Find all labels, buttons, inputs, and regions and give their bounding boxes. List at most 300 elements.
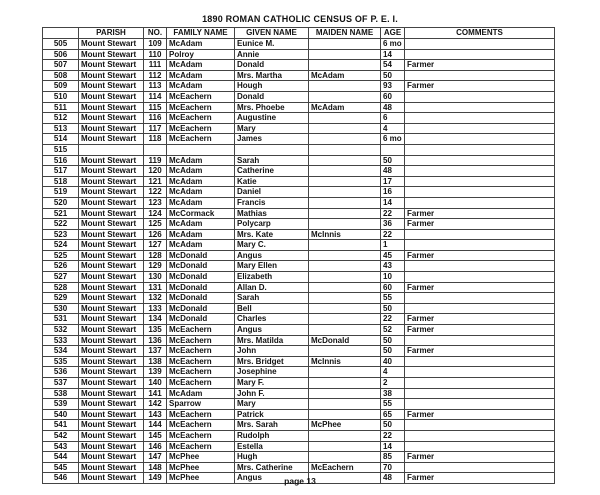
comments-cell	[405, 356, 555, 367]
given-name-cell: Mrs. Phoebe	[235, 102, 309, 113]
age-cell: 22	[381, 208, 405, 219]
age-cell: 52	[381, 325, 405, 336]
row-index: 544	[43, 452, 79, 463]
maiden-name-cell	[309, 430, 381, 441]
parish-cell: Mount Stewart	[79, 399, 144, 410]
parish-cell: Mount Stewart	[79, 81, 144, 92]
row-index: 530	[43, 303, 79, 314]
comments-cell	[405, 335, 555, 346]
maiden-name-cell	[309, 378, 381, 389]
family-name-cell: McDonald	[167, 314, 235, 325]
no-cell: 121	[144, 176, 167, 187]
comments-cell	[405, 70, 555, 81]
parish-cell: Mount Stewart	[79, 166, 144, 177]
table-row	[43, 441, 555, 452]
given-name-cell: Allan D.	[235, 282, 309, 293]
family-name-cell: McDonald	[167, 272, 235, 283]
no-cell: 111	[144, 60, 167, 71]
row-index: 545	[43, 462, 79, 473]
comments-cell: Farmer	[405, 452, 555, 463]
family-name-cell: McAdam	[167, 70, 235, 81]
maiden-name-cell	[309, 155, 381, 166]
row-index: 540	[43, 409, 79, 420]
parish-cell: Mount Stewart	[79, 314, 144, 325]
comments-cell	[405, 303, 555, 314]
comments-cell	[405, 293, 555, 304]
parish-cell: Mount Stewart	[79, 113, 144, 124]
row-index: 508	[43, 70, 79, 81]
no-cell: 138	[144, 356, 167, 367]
parish-cell: Mount Stewart	[79, 272, 144, 283]
family-name-cell	[167, 144, 235, 155]
family-name-cell: McAdam	[167, 197, 235, 208]
parish-cell: Mount Stewart	[79, 325, 144, 336]
row-index: 513	[43, 123, 79, 134]
row-index: 514	[43, 134, 79, 145]
no-cell: 131	[144, 282, 167, 293]
maiden-name-cell: McEachern	[309, 462, 381, 473]
maiden-name-cell	[309, 250, 381, 261]
table-row	[43, 346, 555, 357]
family-name-cell: McDonald	[167, 261, 235, 272]
header-parish: PARISH	[79, 28, 144, 39]
comments-cell	[405, 197, 555, 208]
parish-cell: Mount Stewart	[79, 187, 144, 198]
comments-cell	[405, 462, 555, 473]
family-name-cell: McEachern	[167, 430, 235, 441]
comments-cell	[405, 441, 555, 452]
table-row	[43, 91, 555, 102]
no-cell: 118	[144, 134, 167, 145]
row-index: 539	[43, 399, 79, 410]
family-name-cell: McPhee	[167, 473, 235, 484]
row-index: 534	[43, 346, 79, 357]
row-index: 541	[43, 420, 79, 431]
age-cell: 60	[381, 91, 405, 102]
page-number: page 13	[284, 476, 316, 486]
parish-cell: Mount Stewart	[79, 123, 144, 134]
no-cell: 128	[144, 250, 167, 261]
age-cell: 48	[381, 166, 405, 177]
family-name-cell: McAdam	[167, 176, 235, 187]
parish-cell: Mount Stewart	[79, 462, 144, 473]
given-name-cell: John	[235, 346, 309, 357]
comments-cell: Farmer	[405, 60, 555, 71]
maiden-name-cell	[309, 81, 381, 92]
comments-cell: Farmer	[405, 81, 555, 92]
family-name-cell: McPhee	[167, 462, 235, 473]
maiden-name-cell	[309, 91, 381, 102]
family-name-cell: McPhee	[167, 452, 235, 463]
maiden-name-cell: McInnis	[309, 229, 381, 240]
table-row	[43, 176, 555, 187]
parish-cell: Mount Stewart	[79, 197, 144, 208]
row-index: 528	[43, 282, 79, 293]
given-name-cell: Katie	[235, 176, 309, 187]
family-name-cell: McCormack	[167, 208, 235, 219]
given-name-cell: Estella	[235, 441, 309, 452]
row-index: 526	[43, 261, 79, 272]
comments-cell: Farmer	[405, 219, 555, 230]
no-cell: 144	[144, 420, 167, 431]
table-row	[43, 282, 555, 293]
parish-cell: Mount Stewart	[79, 250, 144, 261]
parish-cell: Mount Stewart	[79, 70, 144, 81]
row-index: 537	[43, 378, 79, 389]
row-index: 523	[43, 229, 79, 240]
maiden-name-cell: McAdam	[309, 70, 381, 81]
comments-cell	[405, 420, 555, 431]
given-name-cell: Annie	[235, 49, 309, 60]
given-name-cell: Bell	[235, 303, 309, 314]
given-name-cell: Angus	[235, 250, 309, 261]
header-comments: COMMENTS	[405, 28, 555, 39]
comments-cell	[405, 388, 555, 399]
comments-cell	[405, 272, 555, 283]
maiden-name-cell	[309, 452, 381, 463]
parish-cell: Mount Stewart	[79, 452, 144, 463]
age-cell: 10	[381, 272, 405, 283]
row-index: 538	[43, 388, 79, 399]
parish-cell: Mount Stewart	[79, 430, 144, 441]
parish-cell: Mount Stewart	[79, 356, 144, 367]
family-name-cell: McEachern	[167, 441, 235, 452]
comments-cell	[405, 176, 555, 187]
family-name-cell: Polroy	[167, 49, 235, 60]
age-cell: 54	[381, 60, 405, 71]
no-cell: 143	[144, 409, 167, 420]
age-cell: 22	[381, 430, 405, 441]
maiden-name-cell	[309, 60, 381, 71]
given-name-cell: Augustine	[235, 113, 309, 124]
parish-cell: Mount Stewart	[79, 155, 144, 166]
header-row	[43, 28, 555, 39]
maiden-name-cell: McInnis	[309, 356, 381, 367]
family-name-cell: McAdam	[167, 240, 235, 251]
given-name-cell: Rudolph	[235, 430, 309, 441]
given-name-cell: Hough	[235, 81, 309, 92]
parish-cell: Mount Stewart	[79, 219, 144, 230]
table-row	[43, 462, 555, 473]
family-name-cell: McEachern	[167, 367, 235, 378]
no-cell: 113	[144, 81, 167, 92]
family-name-cell: McDonald	[167, 282, 235, 293]
no-cell: 141	[144, 388, 167, 399]
no-cell: 127	[144, 240, 167, 251]
no-cell: 133	[144, 303, 167, 314]
row-index: 531	[43, 314, 79, 325]
age-cell: 14	[381, 441, 405, 452]
age-cell: 70	[381, 462, 405, 473]
parish-cell: Mount Stewart	[79, 49, 144, 60]
parish-cell: Mount Stewart	[79, 441, 144, 452]
table-row	[43, 166, 555, 177]
comments-cell	[405, 91, 555, 102]
census-table	[42, 27, 555, 484]
maiden-name-cell	[309, 314, 381, 325]
comments-cell: Farmer	[405, 346, 555, 357]
row-index: 535	[43, 356, 79, 367]
parish-cell: Mount Stewart	[79, 378, 144, 389]
no-cell: 146	[144, 441, 167, 452]
family-name-cell: McEachern	[167, 335, 235, 346]
parish-cell: Mount Stewart	[79, 39, 144, 50]
no-cell: 137	[144, 346, 167, 357]
table-row	[43, 388, 555, 399]
no-cell: 147	[144, 452, 167, 463]
comments-cell: Farmer	[405, 208, 555, 219]
table-row	[43, 187, 555, 198]
given-name-cell: Elizabeth	[235, 272, 309, 283]
no-cell: 134	[144, 314, 167, 325]
maiden-name-cell	[309, 282, 381, 293]
age-cell: 50	[381, 420, 405, 431]
age-cell: 60	[381, 282, 405, 293]
parish-cell: Mount Stewart	[79, 303, 144, 314]
family-name-cell: McEachern	[167, 102, 235, 113]
comments-cell	[405, 261, 555, 272]
maiden-name-cell	[309, 367, 381, 378]
comments-cell	[405, 240, 555, 251]
no-cell: 130	[144, 272, 167, 283]
given-name-cell: Mrs. Sarah	[235, 420, 309, 431]
table-row	[43, 60, 555, 71]
no-cell: 122	[144, 187, 167, 198]
comments-cell	[405, 134, 555, 145]
family-name-cell: McAdam	[167, 39, 235, 50]
no-cell: 112	[144, 70, 167, 81]
row-index: 518	[43, 176, 79, 187]
maiden-name-cell	[309, 325, 381, 336]
row-index: 524	[43, 240, 79, 251]
parish-cell: Mount Stewart	[79, 134, 144, 145]
age-cell: 43	[381, 261, 405, 272]
row-index: 517	[43, 166, 79, 177]
given-name-cell: John F.	[235, 388, 309, 399]
family-name-cell: McEachern	[167, 346, 235, 357]
given-name-cell: Mary C.	[235, 240, 309, 251]
table-row	[43, 240, 555, 251]
given-name-cell: James	[235, 134, 309, 145]
age-cell: 16	[381, 187, 405, 198]
age-cell: 38	[381, 388, 405, 399]
table-row	[43, 293, 555, 304]
table-row	[43, 250, 555, 261]
maiden-name-cell	[309, 176, 381, 187]
no-cell: 123	[144, 197, 167, 208]
row-index: 515	[43, 144, 79, 155]
age-cell: 40	[381, 356, 405, 367]
comments-cell	[405, 102, 555, 113]
maiden-name-cell	[309, 441, 381, 452]
no-cell: 148	[144, 462, 167, 473]
parish-cell: Mount Stewart	[79, 335, 144, 346]
age-cell: 14	[381, 197, 405, 208]
maiden-name-cell	[309, 272, 381, 283]
row-index: 511	[43, 102, 79, 113]
parish-cell: Mount Stewart	[79, 388, 144, 399]
age-cell: 2	[381, 378, 405, 389]
given-name-cell: Mary F.	[235, 378, 309, 389]
maiden-name-cell	[309, 219, 381, 230]
no-cell: 142	[144, 399, 167, 410]
row-index: 522	[43, 219, 79, 230]
given-name-cell: Mrs. Catherine	[235, 462, 309, 473]
age-cell: 6 mo	[381, 39, 405, 50]
row-index: 529	[43, 293, 79, 304]
comments-cell	[405, 229, 555, 240]
comments-cell: Farmer	[405, 409, 555, 420]
table-row	[43, 335, 555, 346]
table-row	[43, 409, 555, 420]
given-name-cell	[235, 144, 309, 155]
family-name-cell: McEachern	[167, 420, 235, 431]
maiden-name-cell	[309, 123, 381, 134]
comments-cell: Farmer	[405, 250, 555, 261]
age-cell: 14	[381, 49, 405, 60]
age-cell: 50	[381, 155, 405, 166]
given-name-cell: Sarah	[235, 293, 309, 304]
row-index: 505	[43, 39, 79, 50]
comments-cell	[405, 399, 555, 410]
given-name-cell: Mathias	[235, 208, 309, 219]
parish-cell: Mount Stewart	[79, 261, 144, 272]
given-name-cell: Patrick	[235, 409, 309, 420]
table-row	[43, 102, 555, 113]
family-name-cell: McAdam	[167, 60, 235, 71]
given-name-cell: Josephine	[235, 367, 309, 378]
age-cell: 50	[381, 303, 405, 314]
row-index: 510	[43, 91, 79, 102]
parish-cell: Mount Stewart	[79, 282, 144, 293]
maiden-name-cell	[309, 197, 381, 208]
header-index	[43, 28, 79, 39]
parish-cell: Mount Stewart	[79, 240, 144, 251]
maiden-name-cell	[309, 261, 381, 272]
no-cell: 149	[144, 473, 167, 484]
maiden-name-cell	[309, 346, 381, 357]
age-cell: 48	[381, 473, 405, 484]
maiden-name-cell	[309, 303, 381, 314]
no-cell: 125	[144, 219, 167, 230]
family-name-cell: McEachern	[167, 356, 235, 367]
age-cell: 55	[381, 293, 405, 304]
given-name-cell: Angus	[235, 325, 309, 336]
header-given-name: GIVEN NAME	[235, 28, 309, 39]
parish-cell: Mount Stewart	[79, 367, 144, 378]
parish-cell: Mount Stewart	[79, 176, 144, 187]
age-cell: 50	[381, 346, 405, 357]
family-name-cell: McEachern	[167, 409, 235, 420]
row-index: 533	[43, 335, 79, 346]
given-name-cell: Sarah	[235, 155, 309, 166]
maiden-name-cell	[309, 293, 381, 304]
table-row	[43, 314, 555, 325]
given-name-cell: Polycarp	[235, 219, 309, 230]
given-name-cell: Angus	[235, 473, 309, 484]
no-cell: 124	[144, 208, 167, 219]
maiden-name-cell	[309, 409, 381, 420]
family-name-cell: McEachern	[167, 123, 235, 134]
no-cell: 126	[144, 229, 167, 240]
family-name-cell: McAdam	[167, 155, 235, 166]
comments-cell	[405, 166, 555, 177]
given-name-cell: Mary Ellen	[235, 261, 309, 272]
no-cell: 116	[144, 113, 167, 124]
table-row	[43, 420, 555, 431]
maiden-name-cell: McDonald	[309, 335, 381, 346]
age-cell: 65	[381, 409, 405, 420]
parish-cell: Mount Stewart	[79, 346, 144, 357]
parish-cell: Mount Stewart	[79, 293, 144, 304]
comments-cell	[405, 367, 555, 378]
maiden-name-cell	[309, 49, 381, 60]
no-cell: 115	[144, 102, 167, 113]
given-name-cell: Charles	[235, 314, 309, 325]
age-cell	[381, 144, 405, 155]
comments-cell: Farmer	[405, 325, 555, 336]
age-cell: 4	[381, 367, 405, 378]
document-title: 1890 ROMAN CATHOLIC CENSUS OF P. E. I.	[202, 14, 398, 24]
no-cell: 139	[144, 367, 167, 378]
family-name-cell: McAdam	[167, 187, 235, 198]
row-index: 519	[43, 187, 79, 198]
row-index: 542	[43, 430, 79, 441]
maiden-name-cell	[309, 39, 381, 50]
table-row	[43, 197, 555, 208]
family-name-cell: McAdam	[167, 81, 235, 92]
age-cell: 93	[381, 81, 405, 92]
table-row	[43, 134, 555, 145]
no-cell: 145	[144, 430, 167, 441]
family-name-cell: McAdam	[167, 229, 235, 240]
row-index: 516	[43, 155, 79, 166]
given-name-cell: Mrs. Martha	[235, 70, 309, 81]
given-name-cell: Hugh	[235, 452, 309, 463]
census-body	[43, 39, 555, 484]
age-cell: 22	[381, 229, 405, 240]
age-cell: 85	[381, 452, 405, 463]
parish-cell: Mount Stewart	[79, 229, 144, 240]
maiden-name-cell	[309, 166, 381, 177]
parish-cell: Mount Stewart	[79, 60, 144, 71]
given-name-cell: Mary	[235, 123, 309, 134]
row-index: 525	[43, 250, 79, 261]
maiden-name-cell	[309, 388, 381, 399]
given-name-cell: Catherine	[235, 166, 309, 177]
family-name-cell: McEachern	[167, 113, 235, 124]
table-row	[43, 219, 555, 230]
age-cell: 45	[381, 250, 405, 261]
no-cell: 136	[144, 335, 167, 346]
comments-cell	[405, 378, 555, 389]
family-name-cell: Sparrow	[167, 399, 235, 410]
age-cell: 55	[381, 399, 405, 410]
comments-cell	[405, 123, 555, 134]
maiden-name-cell	[309, 113, 381, 124]
no-cell: 140	[144, 378, 167, 389]
comments-cell	[405, 113, 555, 124]
maiden-name-cell	[309, 208, 381, 219]
row-index: 512	[43, 113, 79, 124]
maiden-name-cell	[309, 144, 381, 155]
row-index: 509	[43, 81, 79, 92]
comments-cell: Farmer	[405, 473, 555, 484]
row-index: 527	[43, 272, 79, 283]
table-row	[43, 81, 555, 92]
given-name-cell: Daniel	[235, 187, 309, 198]
table-row	[43, 155, 555, 166]
